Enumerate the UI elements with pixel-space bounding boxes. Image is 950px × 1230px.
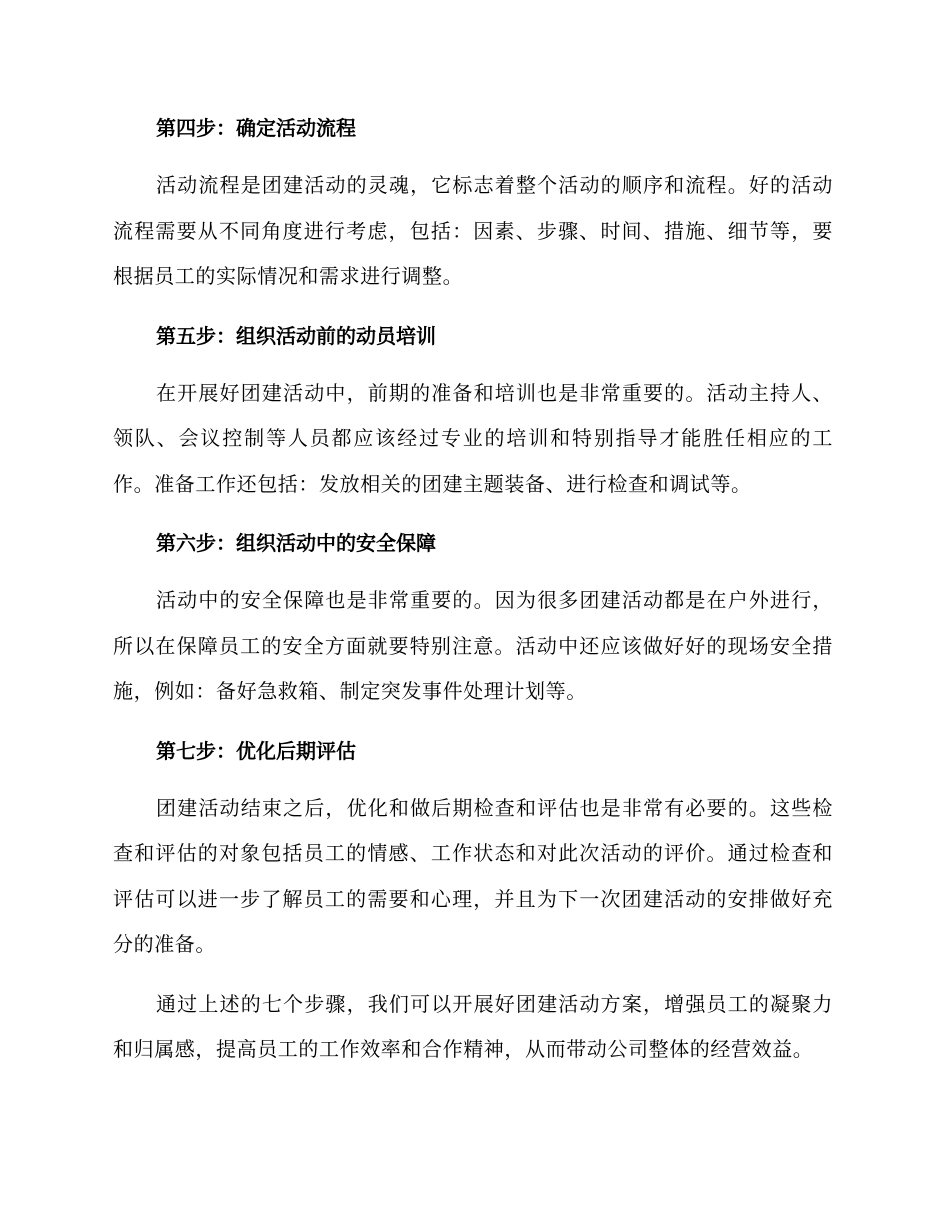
section-paragraph: 团建活动结束之后，优化和做后期检查和评估也是非常有必要的。这些检查和评估的对象包括员工的情感、工作状态和对此次活动的评价。通过检查和评估可以进一步了解员工的需要和心理，并且为下一次团建活动的安排做好充分的准备。 [113,795,833,956]
section-paragraph: 在开展好团建活动中，前期的准备和培训也是非常重要的。活动主持人、领队、会议控制等人员都应该经过专业的培训和特别指导才能胜任相应的工作。准备工作还包括：发放相关的团建主题装备、进行检查和调试等。 [113,380,833,496]
section-paragraph: 活动流程是团建活动的灵魂，它标志着整个活动的顺序和流程。好的活动流程需要从不同角度进行考虑，包括：因素、步骤、时间、措施、细节等，要根据员工的实际情况和需求进行调整。 [113,173,833,288]
document-body [113,106,833,1087]
section-heading: 第六步：组织活动中的安全保障 [156,531,436,555]
section-heading: 第七步：优化后期评估 [156,738,356,763]
section-step-7 [113,729,833,968]
section-step-6 [113,521,833,715]
conclusion-paragraph: 通过上述的七个步骤，我们可以开展好团建活动方案，增强员工的凝聚力和归属感，提高员工的工作效率和合作精神，从而带动公司整体的经营效益。 [113,991,833,1061]
section-heading: 第四步：确定活动流程 [156,116,356,140]
section-heading: 第五步：组织活动前的动员培训 [156,323,436,348]
section-paragraph: 活动中的安全保障也是非常重要的。因为很多团建活动都是在户外进行，所以在保障员工的安全方面就要特别注意。活动中还应该做好好的现场安全措施，例如：备好急救箱、制定突发事件处理计划等。 [113,588,833,703]
conclusion-section [113,982,833,1073]
section-step-4 [113,106,833,300]
section-step-5 [113,314,833,508]
